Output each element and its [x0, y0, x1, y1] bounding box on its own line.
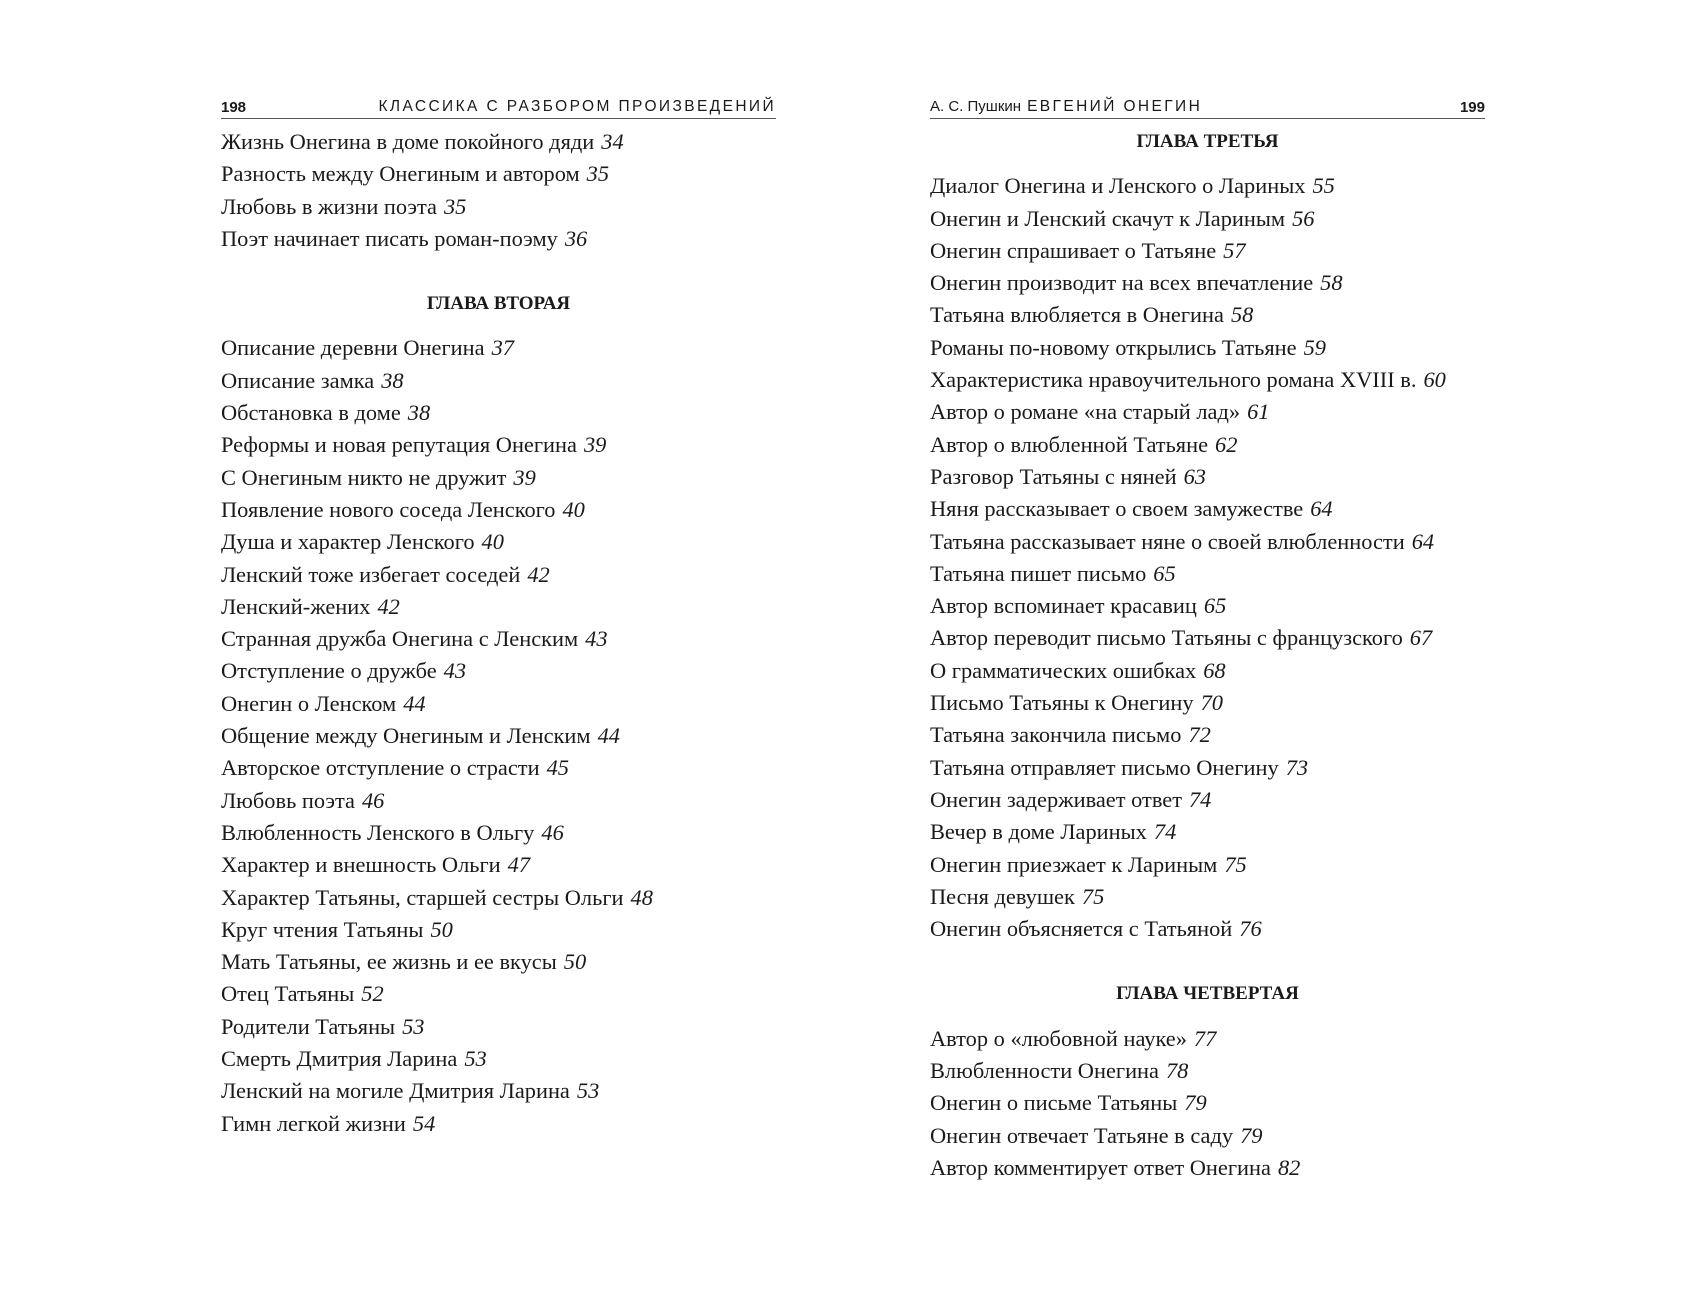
toc-entry — [221, 462, 776, 494]
toc-entry-page: 65 — [1153, 560, 1176, 586]
toc-entry-title: Романы по-новому открылись Татьяне — [930, 334, 1297, 360]
toc-entry-title: Онегин и Ленский скачут к Лариным — [930, 205, 1286, 231]
left-page-header — [221, 96, 776, 119]
toc-entry — [930, 203, 1485, 235]
toc-entry — [930, 816, 1485, 848]
toc-entry-page: 79 — [1184, 1090, 1207, 1116]
toc-entry — [930, 719, 1485, 751]
toc-entry-title: Автор комментирует ответ Онегина — [930, 1154, 1271, 1180]
toc-entry-page: 58 — [1320, 270, 1343, 296]
toc-entry-page: 34 — [601, 129, 624, 154]
toc-entry-title: Ленский тоже избегает соседей — [221, 561, 521, 587]
toc-entry — [930, 429, 1485, 461]
toc-entry-page: 65 — [1203, 593, 1227, 619]
chapter-heading: ГЛАВА ТРЕТЬЯ — [1136, 131, 1279, 152]
right-page-header — [930, 96, 1485, 119]
toc-entry-page: 79 — [1240, 1122, 1263, 1148]
toc-entry — [221, 849, 776, 881]
toc-entry-page: 46 — [361, 787, 385, 813]
toc-entry — [221, 591, 776, 623]
toc-entry-title: Ленский на могиле Дмитрия Ларина — [221, 1078, 570, 1104]
toc-entry — [930, 1055, 1485, 1087]
toc-entry-title: Поэт начинает писать роман-поэму — [221, 225, 558, 251]
toc-entry-page: 35 — [443, 193, 467, 219]
toc-entry-page: 61 — [1247, 399, 1270, 425]
toc-entry-page: 42 — [527, 561, 550, 587]
toc-entry-page: 37 — [491, 335, 514, 361]
toc-list-chapter1-tail — [221, 126, 776, 255]
toc-entry — [930, 493, 1485, 525]
toc-entry-title: Онегин приезжает к Лариным — [930, 851, 1218, 877]
toc-entry — [930, 784, 1485, 816]
toc-entry-page: 58 — [1230, 302, 1254, 328]
toc-entry-title: Любовь поэта — [221, 787, 355, 813]
toc-entry — [930, 849, 1485, 881]
toc-entry-title: Автор вспоминает красавиц — [930, 593, 1197, 619]
toc-entry — [930, 1152, 1485, 1184]
toc-entry-title: Описание замка — [221, 367, 375, 393]
toc-entry-page: 57 — [1223, 237, 1246, 263]
toc-entry-page: 62 — [1215, 431, 1238, 457]
toc-entry-page: 72 — [1188, 722, 1211, 748]
toc-entry-title: Вечер в доме Лариных — [930, 819, 1147, 845]
toc-entry-title: Татьяна отправляет письмо Онегину — [930, 754, 1279, 780]
toc-entry-title: Родители Татьяны — [221, 1013, 396, 1039]
toc-entry — [221, 623, 776, 655]
toc-entry — [930, 655, 1485, 687]
toc-entry-page: 82 — [1277, 1154, 1301, 1180]
toc-entry-page: 77 — [1193, 1025, 1217, 1051]
toc-entry-page: 75 — [1081, 883, 1105, 909]
toc-entry-page: 50 — [563, 949, 587, 975]
toc-entry-title: Онегин задерживает ответ — [930, 786, 1182, 812]
toc-entry-title: Странная дружба Онегина с Ленским — [221, 626, 579, 652]
toc-entry — [221, 158, 776, 190]
toc-entry — [221, 365, 776, 397]
running-head: КЛАССИКА С РАЗБОРОМ ПРОИЗВЕДЕНИЙ — [378, 98, 776, 115]
toc-entry-title: Общение между Онегиным и Ленским — [221, 723, 591, 749]
toc-entry — [221, 494, 776, 526]
toc-entry — [930, 1120, 1485, 1152]
toc-entry-title: Татьяна закончила письмо — [930, 722, 1182, 748]
chapter-heading: ГЛАВА ЧЕТВЕРТАЯ — [1116, 983, 1299, 1005]
author-name: А. С. Пушкин — [930, 98, 1022, 115]
toc-entry-page: 74 — [1153, 819, 1177, 845]
toc-entry-page: 39 — [513, 464, 536, 490]
page-number: 199 — [1459, 99, 1485, 116]
toc-entry-page: 38 — [407, 400, 431, 426]
toc-list-chapter4 — [930, 1023, 1485, 1184]
toc-entry — [221, 720, 776, 752]
toc-entry-title: Онегин производит на всех впечатление — [930, 270, 1314, 296]
toc-entry-page: 42 — [377, 593, 400, 619]
toc-entry — [930, 170, 1485, 202]
toc-entry-title: Мать Татьяны, ее жизнь и ее вкусы — [221, 949, 557, 975]
toc-entry-page: 43 — [443, 658, 467, 684]
toc-entry — [930, 396, 1485, 428]
toc-entry — [930, 1087, 1485, 1119]
toc-entry-title: Диалог Онегина и Ленского о Лариных — [930, 173, 1306, 199]
toc-entry-page: 64 — [1411, 528, 1435, 554]
toc-entry-title: Разность между Онегиным и автором — [221, 161, 580, 187]
toc-entry-title: Разговор Татьяны с няней — [930, 463, 1177, 489]
chapter-heading: ГЛАВА ВТОРАЯ — [426, 293, 571, 315]
toc-entry — [930, 687, 1485, 719]
toc-entry-page: 59 — [1303, 334, 1326, 360]
toc-entry-page: 76 — [1239, 916, 1262, 942]
toc-entry — [221, 223, 776, 255]
toc-entry-page: 68 — [1203, 657, 1226, 683]
toc-entry-page: 70 — [1200, 690, 1223, 716]
toc-entry-title: Авторское отступление о страсти — [221, 755, 540, 781]
toc-entry — [221, 126, 776, 158]
toc-entry-title: Автор переводит письмо Татьяны с французского — [930, 625, 1403, 651]
toc-entry — [930, 881, 1485, 913]
toc-entry-title: Влюбленность Ленского в Ольгу — [221, 819, 535, 845]
toc-entry-title: Душа и характер Ленского — [221, 529, 475, 555]
toc-entry-page: 60 — [1423, 367, 1446, 393]
left-toc — [221, 126, 776, 1140]
toc-entry — [221, 946, 776, 978]
toc-entry — [221, 429, 776, 461]
toc-entry — [221, 914, 776, 946]
toc-entry-page: 35 — [586, 161, 610, 187]
toc-entry — [221, 882, 776, 914]
toc-entry-title: Онегин объясняется с Татьяной — [930, 916, 1233, 942]
page-number: 198 — [221, 99, 247, 116]
toc-entry-page: 47 — [507, 852, 531, 878]
toc-entry-page: 48 — [630, 884, 653, 910]
toc-entry-title: Автор о влюбленной Татьяне — [930, 431, 1209, 457]
toc-entry-page: 38 — [381, 367, 404, 393]
toc-entry-page: 44 — [403, 690, 426, 716]
toc-entry-title: Автор о романе «на старый лад» — [930, 399, 1241, 425]
toc-entry — [221, 332, 776, 364]
toc-entry — [221, 655, 776, 687]
toc-entry-title: Татьяна рассказывает няне о своей влюбленности — [930, 528, 1405, 554]
toc-entry-title: Автор о «любовной науке» — [930, 1025, 1187, 1051]
toc-entry-page: 74 — [1188, 786, 1212, 812]
toc-entry-title: Характеристика нравоучительного романа XVIII в. — [930, 367, 1417, 393]
toc-entry-page: 55 — [1312, 173, 1335, 199]
toc-entry-title: Характер и внешность Ольги — [221, 852, 501, 878]
toc-entry — [221, 526, 776, 558]
toc-entry-page: 40 — [562, 496, 585, 522]
toc-entry — [221, 688, 776, 720]
toc-entry — [930, 332, 1485, 364]
toc-entry-page: 43 — [585, 626, 608, 652]
toc-entry-title: Смерть Дмитрия Ларина — [221, 1046, 458, 1072]
toc-entry — [930, 622, 1485, 654]
toc-entry — [930, 299, 1485, 331]
toc-entry-title: Онегин о письме Татьяны — [930, 1090, 1178, 1116]
toc-entry — [930, 461, 1485, 493]
toc-entry — [930, 364, 1485, 396]
toc-entry-page: 78 — [1165, 1058, 1189, 1084]
toc-entry-title: Онегин о Ленском — [221, 690, 397, 716]
toc-entry-title: Отступление о дружбе — [221, 658, 437, 684]
toc-entry-title: Песня девушек — [930, 883, 1075, 909]
toc-entry-title: Татьяна влюбляется в Онегина — [930, 302, 1224, 328]
toc-entry — [221, 1043, 776, 1075]
toc-entry — [221, 1011, 776, 1043]
toc-entry — [930, 267, 1485, 299]
toc-entry — [221, 978, 776, 1010]
toc-entry-title: Жизнь Онегина в доме покойного дяди — [221, 129, 595, 154]
toc-entry-title: О грамматических ошибках — [930, 657, 1197, 683]
toc-entry-title: Гимн легкой жизни — [221, 1110, 406, 1136]
toc-list-chapter3 — [930, 170, 1485, 945]
toc-entry-page: 44 — [597, 723, 620, 749]
toc-entry-title: Ленский-жених — [221, 593, 371, 619]
toc-entry-page: 53 — [576, 1078, 600, 1104]
toc-entry-page: 53 — [464, 1046, 487, 1072]
toc-entry-title: Появление нового соседа Ленского — [221, 496, 556, 522]
toc-entry-page: 40 — [481, 529, 504, 555]
toc-entry-title: Татьяна пишет письмо — [930, 560, 1147, 586]
toc-entry — [930, 1023, 1485, 1055]
toc-entry-page: 39 — [583, 432, 607, 458]
toc-entry — [221, 397, 776, 429]
toc-entry-page: 63 — [1183, 463, 1206, 489]
toc-entry-page: 53 — [402, 1013, 425, 1039]
toc-entry-page: 36 — [564, 225, 588, 251]
toc-entry — [221, 191, 776, 223]
toc-entry-title: Влюбленности Онегина — [930, 1058, 1159, 1084]
toc-entry-title: Письмо Татьяны к Онегину — [930, 690, 1194, 716]
toc-entry — [930, 590, 1485, 622]
toc-entry-title: Няня рассказывает о своем замужестве — [930, 496, 1304, 522]
toc-entry-title: Круг чтения Татьяны — [221, 916, 424, 942]
toc-entry-title: Онегин спрашивает о Татьяне — [930, 237, 1217, 263]
toc-entry-page: 73 — [1285, 754, 1309, 780]
toc-entry-title: Реформы и новая репутация Онегина — [221, 432, 577, 458]
toc-entry — [221, 1108, 776, 1140]
toc-entry-title: Описание деревни Онегина — [221, 335, 485, 361]
book-title: ЕВГЕНИЙ ОНЕГИН — [1027, 98, 1203, 115]
toc-entry — [221, 817, 776, 849]
toc-entry-title: Отец Татьяны — [221, 981, 355, 1007]
toc-entry — [930, 752, 1485, 784]
toc-entry-page: 64 — [1310, 496, 1333, 522]
toc-entry — [221, 785, 776, 817]
toc-entry — [930, 235, 1485, 267]
toc-entry-page: 75 — [1224, 851, 1247, 877]
toc-entry-page: 46 — [541, 819, 564, 845]
toc-entry-page: 52 — [361, 981, 384, 1007]
toc-entry — [930, 526, 1485, 558]
toc-entry — [221, 1075, 776, 1107]
toc-entry-title: Любовь в жизни поэта — [221, 193, 437, 219]
toc-entry-page: 67 — [1409, 625, 1433, 651]
toc-entry — [221, 559, 776, 591]
toc-entry-page: 56 — [1292, 205, 1315, 231]
toc-entry-title: Обстановка в доме — [221, 400, 401, 426]
toc-entry-page: 54 — [412, 1110, 436, 1136]
toc-entry-page: 45 — [546, 755, 569, 781]
toc-entry-title: Характер Татьяны, старшей сестры Ольги — [221, 884, 624, 910]
right-toc — [930, 126, 1485, 1184]
toc-list-chapter2 — [221, 332, 776, 1139]
toc-entry-title: Онегин отвечает Татьяне в саду — [930, 1122, 1234, 1148]
running-head — [930, 98, 1202, 116]
toc-entry — [930, 913, 1485, 945]
toc-entry-title: С Онегиным никто не дружит — [221, 464, 507, 490]
toc-entry — [930, 558, 1485, 590]
toc-entry — [221, 752, 776, 784]
toc-entry-page: 50 — [430, 916, 453, 942]
